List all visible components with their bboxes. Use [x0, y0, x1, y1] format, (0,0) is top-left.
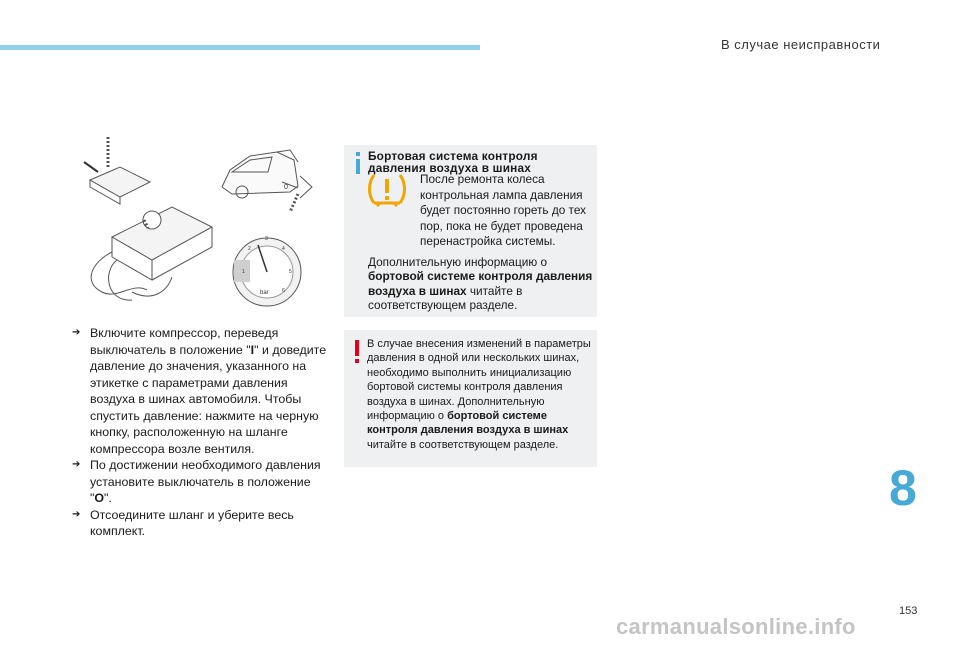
warning-text-suffix: читайте в соответствующем разделе. [367, 438, 559, 451]
instruction-list [72, 325, 334, 540]
list-item-text: По достижении необходимого давления установите выключатель в положение " [90, 458, 321, 505]
switch-off-mark: 0 [284, 184, 288, 191]
compressor-illustration [72, 132, 330, 310]
warning-box [344, 330, 597, 467]
info-more-text: Дополнительную информацию о [368, 255, 548, 269]
watermark: carmanualsonline.info [616, 614, 856, 639]
chapter-number: 8 [889, 460, 917, 516]
switch-position-o: O [94, 491, 105, 505]
list-item [72, 325, 334, 457]
arrow-bullet-icon: ➔ [72, 508, 81, 520]
gauge-tick-label: 2 [248, 246, 251, 252]
switch-position-i: I [250, 342, 255, 357]
info-box [344, 145, 597, 317]
arrow-bullet-icon: ➔ [72, 459, 81, 470]
gauge-unit-label: bar [260, 290, 269, 296]
list-item-text: Отсоедините шланг и уберите весь комплект. [90, 507, 294, 538]
list-item [72, 457, 334, 507]
gauge-tick-label: 3 [265, 236, 268, 242]
tpms-warning-icon [366, 169, 408, 209]
page-number: 153 [899, 605, 918, 617]
info-icon [353, 152, 363, 174]
gauge-tick-label: 5 [289, 269, 292, 275]
gauge-tick-label: 6 [282, 288, 285, 294]
info-title-line: давления воздуха в шинах [368, 161, 531, 175]
list-item [72, 507, 334, 540]
info-more-suffix: читайте в соответствующем разделе. [368, 283, 523, 313]
header-accent-bar [0, 45, 480, 50]
gauge-tick-label: 4 [282, 246, 285, 252]
warning-text-bold: бортовой системе контроля давления воздуха в шинах [367, 410, 569, 437]
info-box-description: После ремонта колеса контрольная лампа давления будет постоянно гореть до тех пор, пока не будет проведена перенастройка системы. [420, 172, 587, 249]
info-title-line: Бортовая система контроля [368, 149, 538, 163]
gauge-tick-label: 1 [242, 269, 245, 275]
warning-text-body: В случае внесения изменений в параметры давления в одной или нескольких шинах, необходимо выполнить инициализацию бортовой системы контроля давления воздуха в шинах. Дополнительную информацию о [367, 338, 591, 423]
info-more-bold: бортовой системе контроля давления воздуха в шинах [368, 269, 593, 298]
list-item-text: Включите компрессор, переведя выключатель в положение " [90, 326, 279, 357]
warning-text [367, 337, 596, 452]
chapter-header-title: В случае неисправности [721, 37, 881, 52]
arrow-bullet-icon: ➔ [72, 327, 81, 338]
info-box-more [368, 255, 594, 313]
list-item-text: ". [104, 491, 112, 505]
list-item-text: " и доведите давление до значения, указанного на этикетке с параметрами давления воздуха в шинах автомобиля. Чтобы спустить давление: нажмите на черную кнопку, расположенную на шланге компрессора возле вентиля. [90, 342, 327, 456]
exclamation-warning-icon [353, 340, 361, 364]
